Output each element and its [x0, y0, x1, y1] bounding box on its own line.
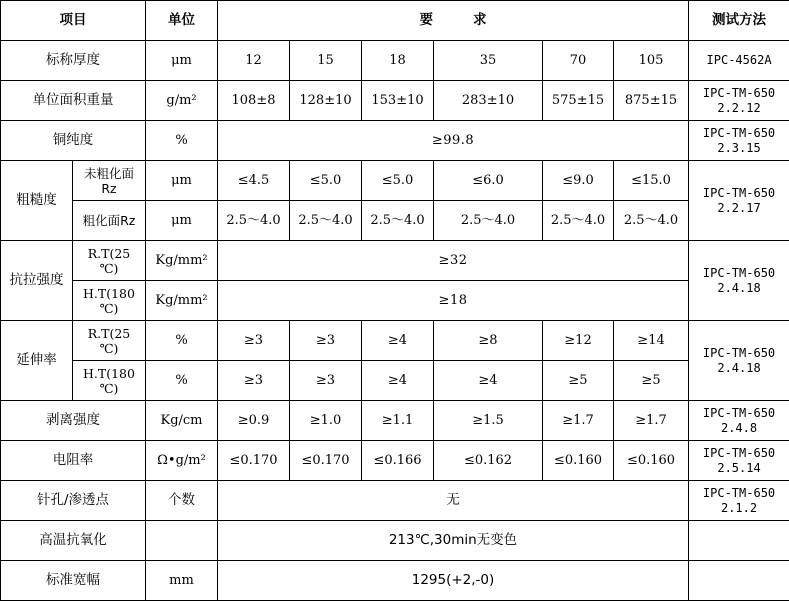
method-line: IPC-TM-650 — [703, 346, 775, 360]
sub-label-line: ℃) — [100, 341, 119, 356]
value-cell: ≥8 — [434, 321, 543, 361]
sub-label-line: H.T(180 — [83, 286, 135, 301]
row-label-purity: 铜纯度 — [1, 121, 146, 161]
sub-label-unroughened — [73, 161, 146, 201]
unit-cell: % — [146, 361, 218, 401]
sub-label-rt — [73, 241, 146, 281]
value-cell: ≤0.170 — [218, 441, 290, 481]
table-row — [1, 121, 789, 161]
method-line: 2.4.18 — [717, 361, 760, 375]
value-cell: 105 — [614, 41, 689, 81]
value-cell: ≤6.0 — [434, 161, 543, 201]
sub-label-line: R.T(25 — [88, 326, 131, 341]
value-cell: ≥1.1 — [362, 401, 434, 441]
table-row — [1, 321, 789, 361]
method-line: 2.4.18 — [717, 281, 760, 295]
method-line: 2.1.2 — [721, 501, 757, 515]
value-cell: ≥4 — [434, 361, 543, 401]
value-cell: 2.5～4.0 — [543, 201, 614, 241]
row-label-oxidation: 高温抗氧化 — [1, 521, 146, 561]
table-row — [1, 161, 789, 201]
header-requirement — [218, 1, 689, 41]
table-row — [1, 521, 789, 561]
sub-label-line: ℃) — [100, 381, 119, 396]
value-cell: 108±8 — [218, 81, 290, 121]
sub-label-ht — [73, 281, 146, 321]
value-cell: ≥5 — [543, 361, 614, 401]
value-cell: ≤0.160 — [614, 441, 689, 481]
method-line: IPC-TM-650 — [703, 186, 775, 200]
value-cell: 875±15 — [614, 81, 689, 121]
table-row — [1, 441, 789, 481]
header-row — [1, 1, 789, 41]
value-cell-merged: ≥18 — [218, 281, 689, 321]
value-cell: ≥1.7 — [543, 401, 614, 441]
row-label-tensile: 抗拉强度 — [1, 241, 73, 321]
value-cell-merged: 213℃,30min无变色 — [218, 521, 689, 561]
value-cell: 2.5～4.0 — [434, 201, 543, 241]
value-cell: 128±10 — [290, 81, 362, 121]
value-cell-merged: 1295(+2,-0) — [218, 561, 689, 601]
value-cell: 575±15 — [543, 81, 614, 121]
unit-cell: Ω•g/m² — [146, 441, 218, 481]
value-cell: ≥5 — [614, 361, 689, 401]
value-cell: ≤9.0 — [543, 161, 614, 201]
value-cell: 2.5～4.0 — [362, 201, 434, 241]
sub-label-line: ℃) — [100, 301, 119, 316]
method-line: 2.3.15 — [717, 141, 760, 155]
value-cell: 2.5～4.0 — [614, 201, 689, 241]
header-requirement-right: 求 — [473, 13, 487, 28]
table-row — [1, 281, 789, 321]
value-cell: 70 — [543, 41, 614, 81]
row-label-roughness: 粗糙度 — [1, 161, 73, 241]
method-cell — [689, 241, 789, 321]
value-cell: ≥14 — [614, 321, 689, 361]
method-cell — [689, 121, 789, 161]
method-cell — [689, 441, 789, 481]
method-cell — [689, 161, 789, 241]
row-label-peel: 剥离强度 — [1, 401, 146, 441]
row-label-resistivity: 电阻率 — [1, 441, 146, 481]
value-cell: ≤0.166 — [362, 441, 434, 481]
row-label-thickness: 标称厚度 — [1, 41, 146, 81]
value-cell: 18 — [362, 41, 434, 81]
table-row — [1, 361, 789, 401]
method-cell — [689, 561, 789, 601]
unit-cell: mm — [146, 561, 218, 601]
unit-cell: Kg/mm² — [146, 281, 218, 321]
method-line: IPC-TM-650 — [703, 266, 775, 280]
method-cell — [689, 41, 789, 81]
unit-cell: μm — [146, 41, 218, 81]
method-cell — [689, 521, 789, 561]
unit-cell: % — [146, 121, 218, 161]
sub-label-rt — [73, 321, 146, 361]
method-line: IPC-TM-650 — [703, 486, 775, 500]
header-requirement-left: 要 — [420, 13, 434, 28]
value-cell: 15 — [290, 41, 362, 81]
header-item: 项目 — [1, 1, 146, 41]
table-row — [1, 201, 789, 241]
value-cell: ≥1.0 — [290, 401, 362, 441]
method-cell — [689, 81, 789, 121]
sub-label-line: ℃) — [100, 261, 119, 276]
value-cell: 283±10 — [434, 81, 543, 121]
table-row — [1, 81, 789, 121]
row-label-weight: 单位面积重量 — [1, 81, 146, 121]
sub-label-line: 未粗化面 — [84, 166, 134, 181]
value-cell-merged: ≥32 — [218, 241, 689, 281]
value-cell: ≤0.160 — [543, 441, 614, 481]
row-label-pinhole: 针孔/渗透点 — [1, 481, 146, 521]
method-cell — [689, 321, 789, 401]
method-line: 2.4.8 — [721, 421, 757, 435]
value-cell: ≤4.5 — [218, 161, 290, 201]
value-cell: ≥1.7 — [614, 401, 689, 441]
table-row — [1, 41, 789, 81]
method-line: IPC-TM-650 — [703, 446, 775, 460]
unit-cell: g/m² — [146, 81, 218, 121]
sub-label-line: R.T(25 — [88, 246, 131, 261]
value-cell: ≤0.170 — [290, 441, 362, 481]
unit-cell: Kg/mm² — [146, 241, 218, 281]
unit-cell: % — [146, 321, 218, 361]
value-cell: ≤5.0 — [290, 161, 362, 201]
value-cell-merged: 无 — [218, 481, 689, 521]
method-line: 2.2.12 — [717, 101, 760, 115]
value-cell: ≥0.9 — [218, 401, 290, 441]
row-label-elongation: 延伸率 — [1, 321, 73, 401]
value-cell: ≥1.5 — [434, 401, 543, 441]
unit-cell: μm — [146, 161, 218, 201]
method-line: IPC-4562A — [707, 53, 772, 67]
method-line: 2.5.14 — [717, 461, 760, 475]
table-row — [1, 401, 789, 441]
value-cell: 153±10 — [362, 81, 434, 121]
sub-label-roughened: 粗化面Rz — [73, 201, 146, 241]
header-method: 测试方法 — [689, 1, 789, 41]
value-cell: ≤0.162 — [434, 441, 543, 481]
header-unit: 单位 — [146, 1, 218, 41]
method-line: IPC-TM-650 — [703, 86, 775, 100]
unit-cell: 个数 — [146, 481, 218, 521]
unit-cell: μm — [146, 201, 218, 241]
value-cell: ≤5.0 — [362, 161, 434, 201]
value-cell: ≥4 — [362, 361, 434, 401]
table-row — [1, 561, 789, 601]
value-cell: ≥3 — [218, 361, 290, 401]
value-cell-merged: ≥99.8 — [218, 121, 689, 161]
method-cell — [689, 401, 789, 441]
unit-cell: Kg/cm — [146, 401, 218, 441]
table-row — [1, 481, 789, 521]
method-line: 2.2.17 — [717, 201, 760, 215]
row-label-width: 标准宽幅 — [1, 561, 146, 601]
unit-cell — [146, 521, 218, 561]
method-cell — [689, 481, 789, 521]
table-row — [1, 241, 789, 281]
value-cell: 12 — [218, 41, 290, 81]
sub-label-ht — [73, 361, 146, 401]
method-line: IPC-TM-650 — [703, 126, 775, 140]
sub-label-line: H.T(180 — [83, 366, 135, 381]
value-cell: ≥3 — [218, 321, 290, 361]
value-cell: ≥3 — [290, 321, 362, 361]
value-cell: ≥3 — [290, 361, 362, 401]
value-cell: ≥4 — [362, 321, 434, 361]
method-line: IPC-TM-650 — [703, 406, 775, 420]
value-cell: ≥12 — [543, 321, 614, 361]
value-cell: 2.5～4.0 — [290, 201, 362, 241]
value-cell: 2.5～4.0 — [218, 201, 290, 241]
value-cell: 35 — [434, 41, 543, 81]
value-cell: ≤15.0 — [614, 161, 689, 201]
sub-label-line: Rz — [101, 181, 116, 196]
